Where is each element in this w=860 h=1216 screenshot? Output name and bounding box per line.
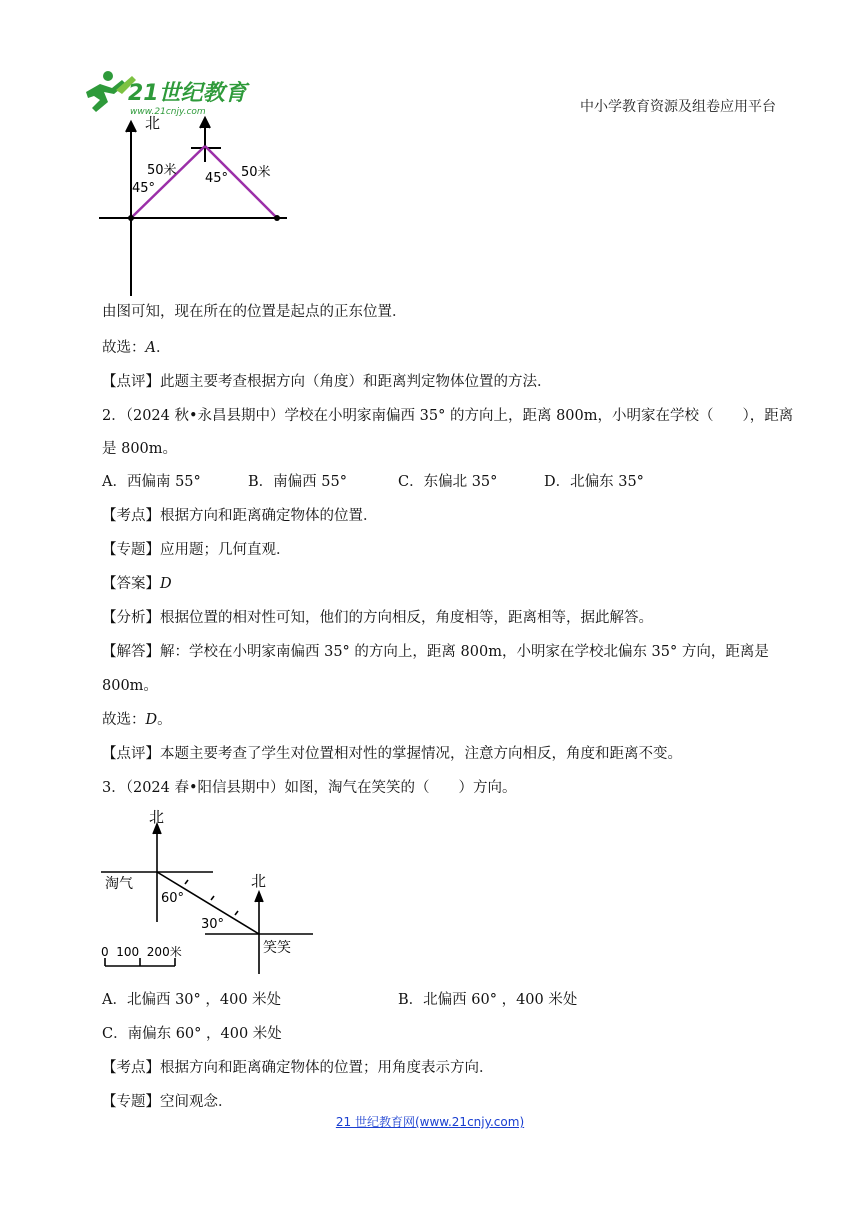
distance-right-label: 50米 xyxy=(241,165,271,180)
q2-option-a: A．西偏南 55° xyxy=(102,474,201,490)
q3-stem: 3．（2024 春•阳信县期中）如图，淘气在笑笑的（ ）方向。 xyxy=(102,780,517,796)
logo-text: 21世纪教育 xyxy=(128,81,247,106)
q2-answer-label: 【答案】 xyxy=(102,576,160,592)
q1-select xyxy=(102,338,170,358)
q1-select-suffix: ． xyxy=(155,340,171,356)
q2-option-c: C．东偏北 35° xyxy=(398,474,498,490)
q2-select-suffix: 。 xyxy=(157,712,172,728)
logo-url: www.21cnjy.com xyxy=(130,107,206,117)
platform-name: 中小学教育资源及组卷应用平台 xyxy=(580,99,776,115)
scale-label: 0 100 200米 xyxy=(101,945,182,959)
q2-jieda-line2: 800m。 xyxy=(102,678,158,694)
q3-option-a: A．北偏西 30° ，400 米处 xyxy=(102,992,282,1008)
q2-answer xyxy=(102,574,172,594)
q1-comment: 【点评】此题主要考查根据方向（角度）和距离判定物体位置的方法． xyxy=(102,374,552,390)
q2-jieda-line1: 【解答】解：学校在小明家南偏西 35° 的方向上，距离 800m，小明家在学校北偏东 35° 方向，距离是 xyxy=(102,644,769,660)
q2-select-prefix: 故选： xyxy=(102,712,146,728)
direction-figure-1 xyxy=(95,110,295,300)
north-label: 北 xyxy=(145,114,161,132)
q2-stem-line2: 是 800m。 xyxy=(102,441,178,457)
q2-option-b: B．南偏西 55° xyxy=(248,474,347,490)
q1-conclusion: 由图可知，现在所在的位置是起点的正东位置． xyxy=(102,304,407,320)
angle-mid-label: 45° xyxy=(205,171,229,186)
q2-stem-line1: 2．（2024 秋•永昌县期中）学校在小明家南偏西 35° 的方向上，距离 800m，小明家在学校（ ），距离 xyxy=(102,408,794,424)
q3-kaodian: 【考点】根据方向和距离确定物体的位置；用角度表示方向． xyxy=(102,1060,494,1076)
q2-answer-value: D xyxy=(160,576,172,592)
q2-zhuanti: 【专题】应用题；几何直观． xyxy=(102,542,291,558)
q2-comment: 【点评】本题主要考查了学生对位置相对性的掌握情况，注意方向相反，角度和距离不变。 xyxy=(102,746,682,762)
q3-zhuanti: 【专题】空间观念． xyxy=(102,1094,233,1110)
angle-60-label: 60° xyxy=(161,891,185,906)
q3-option-c: C．南偏东 60° ，400 米处 xyxy=(102,1026,282,1042)
taoqi-label: 淘气 xyxy=(105,876,133,892)
q2-option-d: D．北偏东 35° xyxy=(544,474,644,490)
angle-left-label: 45° xyxy=(132,181,156,196)
q1-select-prefix: 故选： xyxy=(102,340,146,356)
distance-left-label: 50米 xyxy=(147,163,177,178)
q2-fenxi: 【分析】根据位置的相对性可知，他们的方向相反，角度相等，距离相等，据此解答。 xyxy=(102,610,653,626)
north-label-1: 北 xyxy=(149,808,165,826)
angle-30-label: 30° xyxy=(201,917,225,932)
q2-select-answer: D xyxy=(145,712,158,728)
q1-select-answer: A xyxy=(145,340,156,356)
footer-link[interactable]: 21 世纪教育网(www.21cnjy.com) xyxy=(335,1115,525,1129)
direction-figure-3 xyxy=(95,806,325,978)
q3-option-b: B．北偏西 60° ，400 米处 xyxy=(398,992,578,1008)
q2-kaodian: 【考点】根据方向和距离确定物体的位置． xyxy=(102,508,378,524)
q2-select xyxy=(102,710,172,730)
north-label-2: 北 xyxy=(251,872,267,890)
xiaoxiao-label: 笑笑 xyxy=(263,940,291,956)
